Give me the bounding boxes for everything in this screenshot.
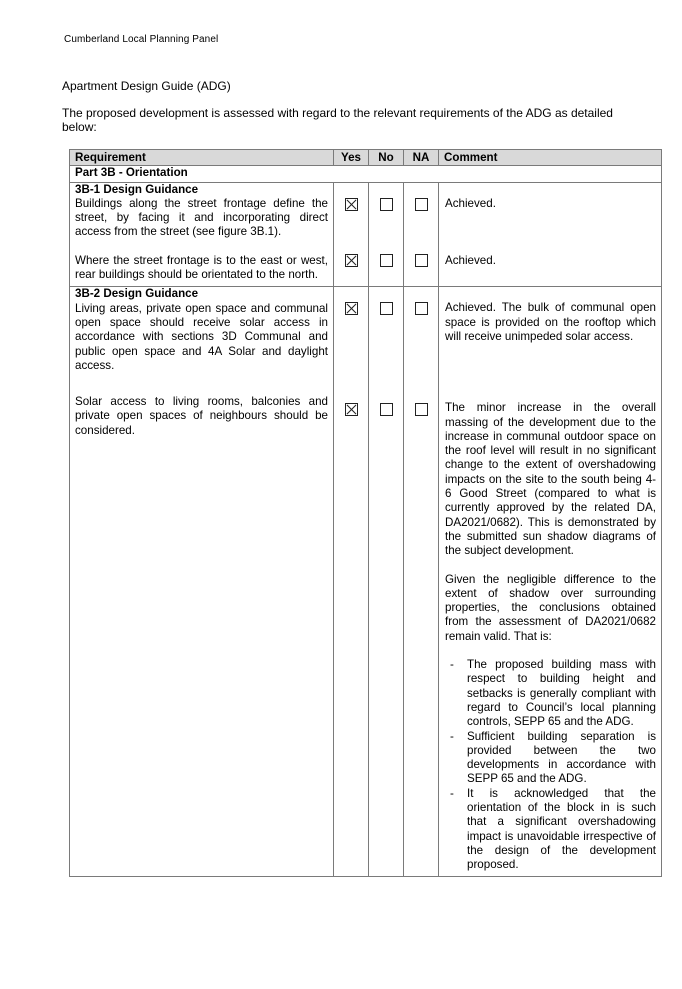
col-requirement: Requirement: [70, 150, 334, 166]
section-row: [70, 166, 662, 182]
comment-bullet-list: [445, 658, 656, 872]
col-na: NA: [404, 150, 439, 166]
no-cell: [369, 287, 404, 877]
list-item: - The proposed building mass with respect to building height and setbacks is generally compliant with regard to Council’s local planning controls, SEPP 65 and the ADG.: [445, 658, 656, 729]
checkbox-unchecked[interactable]: [380, 198, 393, 211]
col-yes: Yes: [334, 150, 369, 166]
intro-paragraph: The proposed development is assessed with regard to the relevant requirements of the ADG as detailed below:: [62, 106, 613, 134]
requirement-text: Solar access to living rooms, balconies and private open spaces of neighbours should be considered.: [75, 395, 328, 437]
guidance-title: 3B-2 Design Guidance: [75, 287, 199, 301]
comment-text: Achieved.: [445, 253, 496, 267]
list-item: - Sufficient building separation is provided between the two developments in accordance with SEPP 65 and the ADG.: [445, 730, 656, 787]
requirement-text: Buildings along the street frontage define the street, by facing it and incorporating direct access from the street (see figure 3B.1).: [75, 196, 328, 239]
no-cell: [369, 182, 404, 287]
requirement-cell: [70, 182, 334, 287]
comment-cell: [439, 287, 662, 877]
checkbox-unchecked[interactable]: [380, 403, 393, 416]
comment-text: The minor increase in the overall massing of the development due to the increase in communal outdoor space on the roof level will result in no significant change to the extent of overshadowing impacts on the site to the south being 4-6 Good Street (compared to what is currently approved by the related DA, DA2021/0682). This is demonstrated by the submitted sun shadow diagrams of the subject development.: [445, 401, 656, 558]
comment-text: Achieved. The bulk of communal open space is provided on the rooftop which will receive unimpeded solar access.: [445, 301, 656, 343]
na-cell: [404, 182, 439, 287]
comment-text: Given the negligible difference to the extent of shadow over surrounding properties, the conclusions obtained from the assessment of DA2021/0682 remain valid. That is:: [445, 572, 656, 643]
checkbox-unchecked[interactable]: [415, 302, 428, 315]
na-cell: [404, 287, 439, 877]
yes-cell: [334, 287, 369, 877]
checkbox-unchecked[interactable]: [380, 254, 393, 267]
guidance-title: 3B-1 Design Guidance: [75, 182, 199, 196]
adg-assessment-table: [69, 149, 662, 877]
comment-text: Achieved.: [445, 196, 496, 210]
yes-cell: [334, 182, 369, 287]
col-no: No: [369, 150, 404, 166]
checkbox-checked[interactable]: [345, 302, 358, 315]
table-row: [70, 287, 662, 877]
section-title: Part 3B - Orientation: [70, 166, 662, 182]
checkbox-unchecked[interactable]: [415, 403, 428, 416]
requirement-cell: [70, 287, 334, 877]
comment-cell: [439, 182, 662, 287]
section-heading: Apartment Design Guide (ADG): [62, 79, 231, 93]
checkbox-checked[interactable]: [345, 254, 358, 267]
table-row: [70, 182, 662, 287]
list-item: - It is acknowledged that the orientation of the block in is such that a significant overshadowing impact is unavoidable irrespective of the design of the development proposed.: [445, 787, 656, 873]
page-header: Cumberland Local Planning Panel: [64, 34, 219, 45]
checkbox-unchecked[interactable]: [415, 254, 428, 267]
col-comment: Comment: [439, 150, 662, 166]
table-header-row: [70, 150, 662, 166]
requirement-text: Living areas, private open space and communal open space should receive solar access in accordance with sections 3D Communal and public open space and 4A Solar and daylight access.: [75, 301, 328, 372]
requirement-text: Where the street frontage is to the east or west, rear buildings should be orientated to the north.: [75, 253, 328, 282]
checkbox-unchecked[interactable]: [380, 302, 393, 315]
checkbox-unchecked[interactable]: [415, 198, 428, 211]
checkbox-checked[interactable]: [345, 403, 358, 416]
checkbox-checked[interactable]: [345, 198, 358, 211]
